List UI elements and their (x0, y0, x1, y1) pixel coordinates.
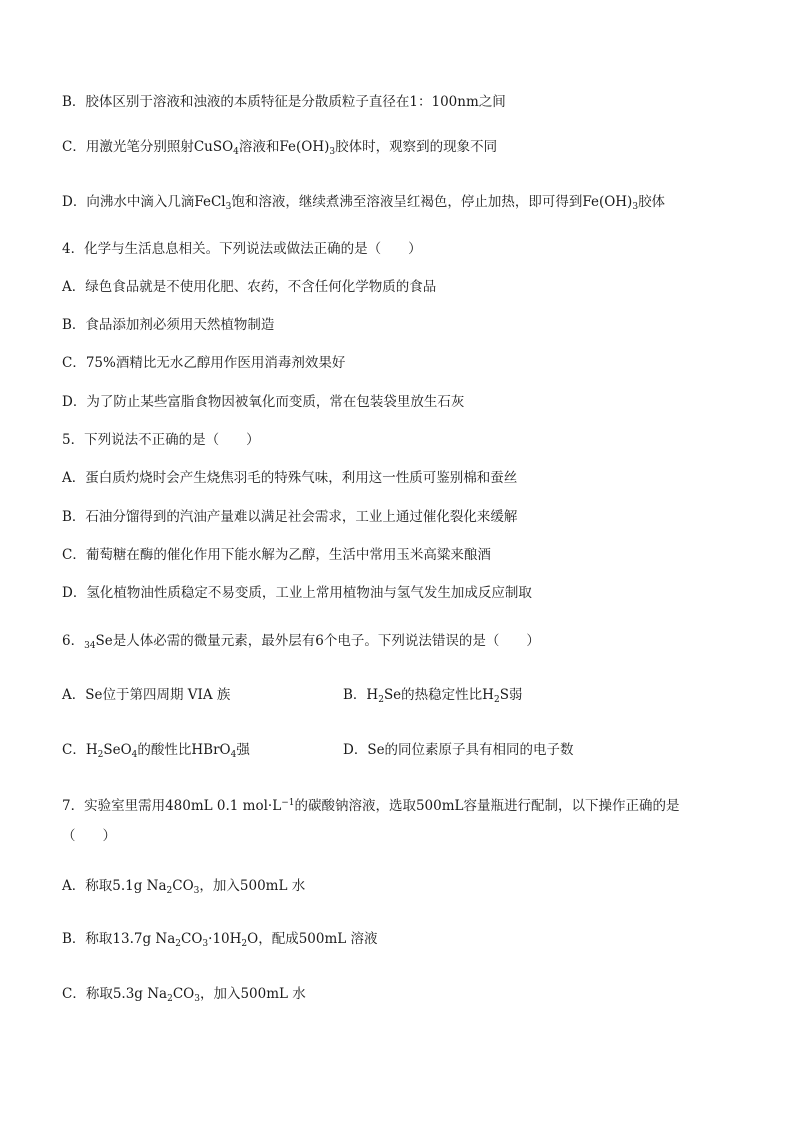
q7-option-c: C．称取5.3g $Na_2CO_3$，加入500mL 水 (62, 986, 306, 1004)
q4-stem: 4．化学与生活息息相关。下列说法或做法正确的是（ ） (62, 241, 422, 257)
q3-option-d: D．向沸水中滴入几滴FeCl$_3$饱和溶液，继续煮沸至溶液呈红褐色，停止加热，即可得到$Fe(OH)_3$胶体 (62, 194, 666, 212)
q7-stem: 7．实验室里需用480mL 0.1 $mol\cdot L^{-1}$的碳酸钠溶液，选取500mL容量瓶进行配制，以下操作正确的是 (62, 798, 680, 814)
q6-option-b: B．$H_2Se$的热稳定性比$H_2S$弱 (343, 687, 523, 705)
q4-option-b: B．食品添加剂必须用天然植物制造 (62, 317, 275, 333)
q3-option-b: B．胶体区别于溶液和浊液的本质特征是分散质粒子直径在1：100nm之间 (62, 94, 506, 110)
q4-option-c: C．75%酒精比无水乙醇用作医用消毒剂效果好 (62, 355, 346, 371)
q5-option-d: D．氢化植物油性质稳定不易变质，工业上常用植物油与氢气发生加成反应制取 (62, 585, 532, 601)
q5-option-a: A．蛋白质灼烧时会产生烧焦羽毛的特殊气味，利用这一性质可鉴别棉和蚕丝 (62, 470, 518, 486)
q6-option-a: A．Se位于第四周期 VIA 族 (62, 687, 231, 703)
q7-option-a: A．称取5.1g $Na_2CO_3$，加入500mL 水 (62, 878, 306, 896)
q5-stem: 5．下列说法不正确的是（ ） (62, 432, 260, 448)
q3-option-c: C．用激光笔分别照射CuSO$_4$溶液和$Fe(OH)_3$胶体时，观察到的现象不同 (62, 139, 498, 157)
q6-option-c: C．$H_2SeO_4$的酸性比HBrO$_4$强 (62, 742, 250, 760)
q7-option-b: B．称取13.7g $Na_2CO_3\cdot 10H_2O$，配成500mL 溶液 (62, 931, 378, 949)
q4-option-a: A．绿色食品就是不使用化肥、农药，不含任何化学物质的食品 (62, 279, 437, 295)
q6-option-d: D．Se的同位素原子具有相同的电子数 (343, 742, 574, 758)
q5-option-b: B．石油分馏得到的汽油产量难以满足社会需求，工业上通过催化裂化来缓解 (62, 509, 518, 525)
q6-stem: 6．$_{34}$Se是人体必需的微量元素，最外层有6个电子。下列说法错误的是（ ） (62, 633, 540, 651)
q7-stem-paren: （ ） (62, 828, 116, 844)
q4-option-d: D．为了防止某些富脂食物因被氧化而变质，常在包装袋里放生石灰 (62, 394, 465, 410)
q5-option-c: C．葡萄糖在酶的催化作用下能水解为乙醇，生活中常用玉米高粱来酿酒 (62, 547, 491, 563)
